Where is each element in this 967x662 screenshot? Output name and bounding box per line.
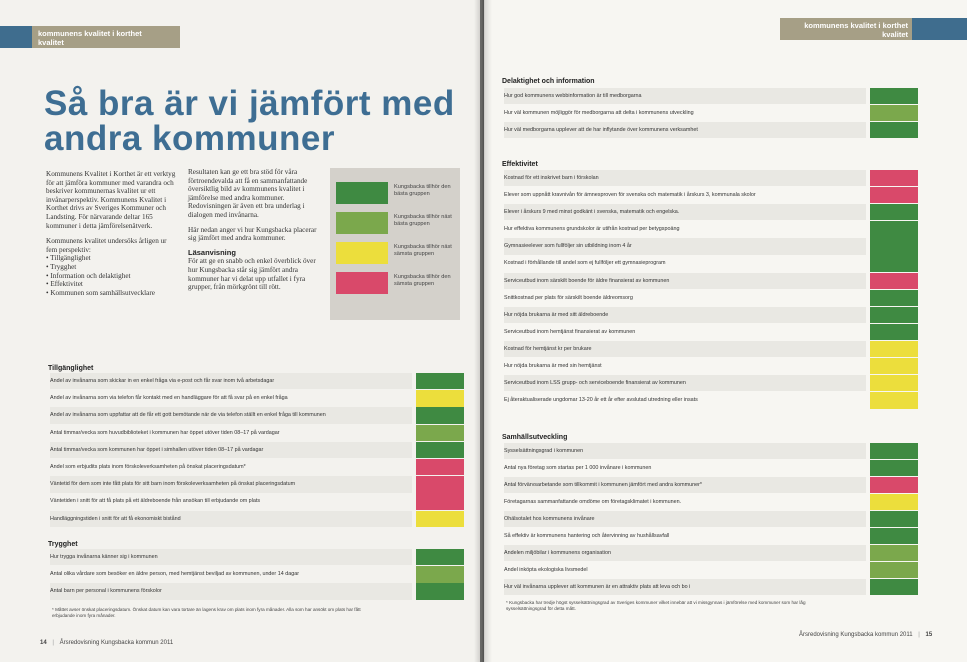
indicator-label: Handläggningstiden i snitt för att få ekonomiskt bistånd — [50, 511, 412, 527]
rating-swatch — [870, 443, 918, 459]
results-paragraph: Resultaten kan ge ett bra stöd för våra förtroendevalda att få en sammanfattande översiktlig bild av kommunens kvalitet i jämförelse med andra kommuner. Redovisningen är även ett bra underlag i dialogen med invånarna. — [188, 168, 308, 219]
rating-swatch — [870, 238, 918, 254]
indicator-row — [48, 390, 464, 407]
footnote: * Måttet avser önskat placeringsdatum. Önskat datum kan vara tortare än lagens krav om plats inom fyra månader. Alla som har ansökt om plats har fått erbjudande inom fyra månader. — [52, 607, 361, 618]
page-footer: 14 | Årsredovisning Kungsbacka kommun 2011 — [40, 640, 174, 646]
rating-swatch — [870, 290, 918, 306]
indicator-row — [48, 373, 464, 390]
left-page — [0, 0, 480, 662]
rating-swatch — [870, 375, 918, 391]
perspective-item: • Effektivitet — [46, 280, 83, 289]
indicator-row — [502, 324, 918, 341]
rating-swatch — [870, 122, 918, 138]
page-number: 15 — [925, 632, 933, 638]
indicator-label: Hur nöjda brukarna är med sin hemtjänst — [504, 363, 602, 370]
rating-swatch — [870, 170, 918, 186]
legend-swatch — [336, 212, 388, 234]
indicator-label: Snittkostnad per plats för särskilt boende äldreomsorg — [504, 294, 633, 301]
indicator-row — [502, 460, 918, 477]
intro-column-1 — [46, 170, 176, 297]
indicator-label: Hur trygga invånarna känner sig i kommunen — [50, 549, 412, 565]
indicator-row — [502, 204, 918, 221]
indicator-label: Serviceutbud inom LSS grupp- och serviceboende finansierat av kommunen — [504, 375, 866, 391]
perspective-item: • Trygghet — [46, 262, 77, 271]
indicator-row — [502, 170, 918, 187]
indicator-table — [502, 443, 918, 596]
rating-swatch — [870, 494, 918, 510]
indicator-label: Gymnasieelever som fullföljer sin utbildning inom 4 år — [504, 238, 866, 254]
banner-accent — [912, 18, 967, 40]
indicator-row — [502, 105, 918, 122]
indicator-row — [502, 358, 918, 375]
rating-swatch — [416, 511, 464, 527]
rating-swatch — [416, 459, 464, 475]
indicator-label: Elever som uppnått kravnivån för ämnesproven för svenska och matematik i årskurs 3, kommunala skolor — [504, 192, 756, 199]
section-heading: Tillgänglighet — [48, 365, 94, 372]
legend-swatch — [336, 182, 388, 204]
indicator-row — [502, 187, 918, 204]
indicator-label: Hur väl invånarna upplever att kommunen är en attraktiv plats att leva och bo i — [504, 579, 866, 595]
indicator-row — [48, 493, 464, 510]
section-banner — [32, 26, 180, 48]
rating-swatch — [870, 562, 918, 578]
rating-swatch — [416, 583, 464, 599]
indicator-row — [502, 255, 918, 272]
rating-swatch — [870, 528, 918, 544]
rating-swatch — [870, 204, 918, 220]
perspective-item: • Kommunen som samhällsutvecklare — [46, 288, 155, 297]
indicator-label: Antal timmar/vecka som kommunen har öppet i simhallen utöver tiden 08–17 på vardagar — [50, 442, 412, 458]
rating-swatch — [870, 105, 918, 121]
indicator-row — [48, 442, 464, 459]
indicator-table — [502, 170, 918, 409]
rating-swatch — [416, 407, 464, 423]
perspective-list — [46, 254, 176, 297]
legend-label: Kungsbacka tillhör näst sämsta gruppen — [394, 244, 452, 257]
indicator-label: Serviceutbud inom hemtjänst finansierat av kommunen — [504, 328, 636, 335]
banner-line2: kvalitet — [38, 38, 64, 47]
indicator-row — [48, 407, 464, 424]
legend-label: Kungsbacka tillhör näst bästa gruppen — [394, 214, 452, 227]
indicator-row — [502, 221, 918, 238]
indicator-label: Hur väl medborgarna upplever att de har inflytande över kommunens verksamhet — [504, 122, 866, 138]
perspective-item: • Information och delaktighet — [46, 271, 131, 280]
rating-swatch — [416, 425, 464, 441]
indicator-row — [502, 88, 918, 105]
indicator-label: Kostnad i förhållande till andel som ej fullföljer ett gymnasieprogram — [504, 260, 666, 267]
rating-swatch — [870, 460, 918, 476]
indicator-label: Ej återaktualiserade ungdomar 13-20 år ett år efter avslutad utredning eller insats — [504, 397, 698, 404]
indicator-label: Antal olika vårdare som besöker en äldre person, med hemtjänst beviljad av kommunen, under 14 dagar — [50, 571, 300, 578]
indicator-table — [48, 373, 464, 528]
indicator-label: Serviceutbud inom särskilt boende för äldre finansierat av kommunen — [504, 273, 866, 289]
rating-swatch — [870, 255, 918, 271]
indicator-row — [48, 425, 464, 442]
indicator-label: Företagarnas sammanfattande omdöme om företagsklimatet i kommunen. — [504, 499, 682, 505]
legend-label: Kungsbacka tillhör den sämsta gruppen — [394, 274, 451, 287]
indicator-label: Antal timmar/vecka som huvudbiblioteket i kommunen har öppet utöver tiden 08–17 på vardagar — [50, 429, 280, 436]
section-heading: Delaktighet och information — [502, 78, 595, 85]
indicator-label: Andel av invånarna som skickar in en enkel fråga via e-post och får svar inom två arbetsdagar — [50, 373, 412, 389]
indicator-row — [502, 307, 918, 324]
indicator-label: Andel av invånarna som via telefon får kontakt med en handläggare för att få svar på en enkel fråga — [50, 395, 288, 402]
indicator-row — [48, 583, 464, 600]
reading-guide-text: För att ge en snabb och enkel överblick över hur Kungsbacka står sig jämfört andra kommuner har vi delat upp utfallet i fyra grupper, från mörkgrönt till rött. — [188, 257, 316, 292]
indicator-row — [48, 476, 464, 493]
indicator-row — [48, 549, 464, 566]
legend-swatch — [336, 272, 388, 294]
color-legend — [330, 168, 460, 320]
indicator-label: Elever i årskurs 9 med minst godkänt i svenska, matematik och engelska. — [504, 204, 866, 220]
rating-swatch — [416, 373, 464, 389]
rating-swatch — [870, 88, 918, 104]
indicator-label: Andel som erbjudits plats inom förskoleverksamheten på önskat placeringsdatum* — [50, 463, 246, 470]
indicator-table — [502, 88, 918, 139]
reading-guide-heading: Läsanvisning — [188, 247, 236, 257]
perspective-intro: Kommunens kvalitet undersöks årligen ur fem perspektiv: — [46, 237, 167, 254]
indicator-table — [48, 549, 464, 601]
publication-name: Årsredovisning Kungsbacka kommun 2011 — [799, 632, 913, 638]
indicator-label: Hur nöjda brukarna är med sitt äldreboende — [504, 307, 866, 323]
indicator-row — [502, 290, 918, 307]
indicator-row — [502, 545, 918, 562]
indicator-row — [502, 341, 918, 358]
section-heading: Samhällsutveckling — [502, 434, 568, 441]
indicator-label: Så effektiv är kommunens hantering och återvinning av hushållsavfall — [504, 533, 670, 539]
indicator-label: Andel inköpta ekologiska livsmedel — [504, 567, 588, 573]
indicator-row — [502, 375, 918, 392]
indicator-label: Antal nya företag som startas per 1 000 invånare i kommunen — [504, 465, 652, 471]
rating-swatch — [870, 511, 918, 527]
rating-swatch — [416, 476, 464, 492]
indicator-row — [502, 579, 918, 596]
indicator-label: Antal barn per personal i kommunens förskolor — [50, 583, 412, 599]
banner-line1: kommunens kvalitet i korthet — [804, 21, 908, 30]
rating-swatch — [870, 273, 918, 289]
rating-swatch — [870, 477, 918, 493]
indicator-label: Antal förvärvsarbetande som tillkommit i kommunen jämfört med andra kommuner* — [504, 477, 866, 493]
intro-column-2 — [188, 168, 318, 292]
indicator-row — [502, 392, 918, 409]
banner-line1: kommunens kvalitet i korthet — [38, 29, 142, 38]
right-page — [484, 0, 967, 662]
indicator-label: Kostnad för hemtjänst kr per brukare — [504, 341, 866, 357]
rating-swatch — [870, 341, 918, 357]
indicator-row — [48, 459, 464, 476]
rating-swatch — [870, 324, 918, 340]
rating-swatch — [870, 187, 918, 203]
page-title: Så bra är vi jämfört med andra kommuner — [44, 84, 455, 158]
legend-swatch — [336, 242, 388, 264]
banner-line2: kvalitet — [882, 30, 908, 39]
section-heading: Effektivitet — [502, 161, 538, 168]
indicator-label: Väntetiden i snitt för att få plats på ett äldreboende från ansökan till erbjudande om plats — [50, 498, 261, 505]
indicator-label: Hur god kommunens webbinformation är till medborgarna — [504, 88, 866, 104]
indicator-row — [48, 566, 464, 583]
indicator-row — [502, 443, 918, 460]
rating-swatch — [870, 392, 918, 408]
indicator-row — [502, 562, 918, 579]
rating-swatch — [416, 442, 464, 458]
indicator-row — [502, 238, 918, 255]
rating-swatch — [416, 566, 464, 582]
page-footer: Årsredovisning Kungsbacka kommun 2011 | 15 — [799, 632, 933, 638]
rating-swatch — [870, 358, 918, 374]
indicator-label: Ohälsotalet hos kommunens invånare — [504, 511, 866, 527]
placement-paragraph: Här nedan anger vi hur Kungsbacka placerar sig jämfört med andra kommuner. — [188, 225, 317, 243]
section-banner — [780, 18, 912, 40]
banner-accent — [0, 26, 32, 48]
indicator-label: Väntetid för dem som inte fått plats för sitt barn inom förskoleverksamheten på önskat placeringsdatum — [50, 476, 412, 492]
legend-label: Kungsbacka tillhör den bästa gruppen — [394, 184, 451, 197]
indicator-row — [48, 511, 464, 528]
rating-swatch — [870, 545, 918, 561]
perspective-item: • Tillgänglighet — [46, 254, 91, 263]
indicator-row — [502, 477, 918, 494]
indicator-label: Sysselsättningsgrad i kommunen — [504, 443, 866, 459]
indicator-label: Andel av invånarna som uppfattar att de får ett gott bemötande när de via telefon ställt en enkel fråga till kommunen — [50, 407, 412, 423]
indicator-row — [502, 494, 918, 511]
indicator-label: Kostnad för ett inskrivet barn i förskolan — [504, 170, 866, 186]
rating-swatch — [416, 549, 464, 565]
intro-paragraph: Kommunens Kvalitet i Korthet är ett verktyg för att jämföra kommuner med varandra och beskriver kommunernas kvalitet ur ett invånarperspektiv. Kommunens Kvalitet i Korthet drivs av Sveriges Kommuner och Landsting. För närvarande deltar 165 kommuner i detta jämförelsenätverk. — [46, 170, 176, 230]
footnote: * Kungsbacka har tredje högst sysselsättningsgrad av Sveriges kommuner vilket innebär att vi missgynnas i jämförelse med kommuner som har låg sysselsättningsgrad för detta mått. — [506, 600, 806, 611]
section-heading: Trygghet — [48, 541, 78, 548]
rating-swatch — [416, 493, 464, 509]
page-number: 14 — [40, 640, 47, 646]
rating-swatch — [870, 307, 918, 323]
indicator-label: Hur effektiva kommunens grundskolor är utifrån kostnad per betygspoäng — [504, 226, 680, 233]
rating-swatch — [870, 579, 918, 595]
indicator-row — [502, 528, 918, 545]
indicator-label: Andelen miljöbilar i kommunens organisation — [504, 545, 866, 561]
indicator-row — [502, 511, 918, 528]
publication-name: Årsredovisning Kungsbacka kommun 2011 — [59, 640, 174, 646]
indicator-row — [502, 273, 918, 290]
rating-swatch — [870, 221, 918, 237]
indicator-label: Hur väl kommunen möjliggör för medborgarna att delta i kommunens utveckling — [504, 110, 694, 116]
rating-swatch — [416, 390, 464, 406]
indicator-row — [502, 122, 918, 139]
